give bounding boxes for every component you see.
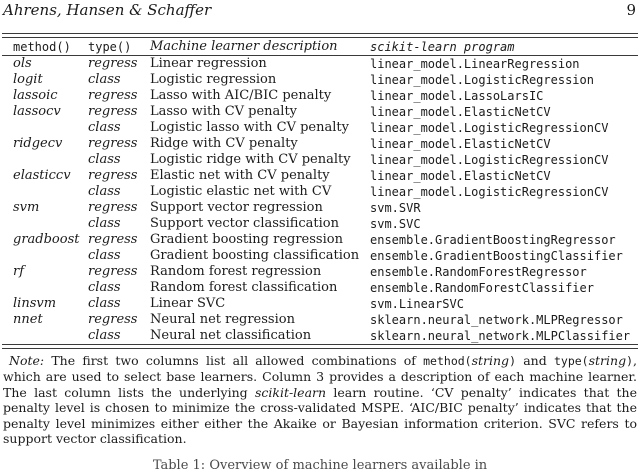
running-title: Ahrens, Hansen & Schaffer	[3, 1, 212, 19]
note-label: Note:	[9, 353, 45, 368]
prog-cell: svm.SVC	[370, 217, 421, 231]
method-cell: gradboost	[13, 232, 80, 247]
desc-cell: Ridge with CV penalty	[150, 136, 298, 151]
table-row	[2, 152, 638, 168]
type-cell: class	[88, 280, 121, 295]
header-method: method()	[13, 39, 71, 54]
type-cell: class	[88, 120, 121, 135]
desc-cell: Elastic net with CV penalty	[150, 168, 330, 183]
method-cell: ridgecv	[13, 136, 63, 151]
desc-cell: Linear SVC	[150, 296, 226, 311]
table-row	[2, 248, 638, 264]
type-cell: class	[88, 152, 121, 167]
type-cell: regress	[88, 200, 138, 215]
desc-cell: Logistic lasso with CV penalty	[150, 120, 349, 135]
method-cell: lassoic	[13, 88, 58, 103]
prog-cell: linear_model.LogisticRegressionCV	[370, 153, 609, 167]
header-program: scikit-learn program	[370, 39, 515, 54]
table-row	[2, 296, 638, 312]
table-row	[2, 120, 638, 136]
note-code-type: type(	[553, 354, 589, 368]
table-body	[2, 56, 638, 344]
table-row	[2, 56, 638, 72]
table-note	[3, 353, 637, 446]
desc-cell: Logistic ridge with CV penalty	[150, 152, 351, 167]
prog-cell: linear_model.LogisticRegressionCV	[370, 121, 609, 135]
table-row	[2, 136, 638, 152]
table-row	[2, 72, 638, 88]
prog-cell: linear_model.LogisticRegression	[370, 73, 594, 87]
method-cell: lassocv	[13, 104, 61, 119]
prog-cell: sklearn.neural_network.MLPRegressor	[370, 313, 623, 327]
table-row	[2, 216, 638, 232]
prog-cell: linear_model.ElasticNetCV	[370, 105, 551, 119]
note-code-close: )	[626, 354, 634, 368]
desc-cell: Random forest regression	[150, 264, 322, 279]
desc-cell: Neural net regression	[150, 312, 295, 327]
desc-cell: Support vector regression	[150, 200, 323, 215]
table-row	[2, 88, 638, 104]
prog-cell: ensemble.RandomForestRegressor	[370, 265, 587, 279]
type-cell: regress	[88, 312, 138, 327]
type-cell: regress	[88, 168, 138, 183]
type-cell: class	[88, 184, 121, 199]
table-row	[2, 184, 638, 200]
note-code-close: )	[509, 354, 516, 368]
prog-cell: svm.SVR	[370, 201, 421, 215]
table-row	[2, 232, 638, 248]
type-cell: regress	[88, 136, 138, 151]
desc-cell: Random forest classification	[150, 280, 338, 295]
table-row	[2, 328, 638, 344]
note-arg-string: string	[471, 353, 510, 368]
method-cell: logit	[13, 72, 43, 87]
prog-cell: linear_model.LassoLarsIC	[370, 89, 544, 103]
prog-cell: linear_model.LinearRegression	[370, 57, 580, 71]
note-text: , which are used to select base learners. Column 3 provides a description of each machine learner. The last column lists the underlying	[3, 353, 637, 400]
desc-cell: Support vector classification	[150, 216, 340, 231]
prog-cell: ensemble.RandomForestClassifier	[370, 281, 594, 295]
method-cell: linsvm	[13, 296, 57, 311]
method-cell: svm	[13, 200, 40, 215]
note-text: The first two columns list all allowed combinations of	[44, 353, 424, 368]
page-header	[3, 1, 636, 19]
table-row	[2, 200, 638, 216]
method-cell: elasticcv	[13, 168, 71, 183]
type-cell: class	[88, 328, 121, 343]
page-number: 9	[626, 1, 636, 19]
note-scikit-learn: scikit-learn	[254, 384, 327, 400]
desc-cell: Gradient boosting classification	[150, 248, 360, 263]
type-cell: regress	[88, 56, 138, 71]
note-text: and	[516, 353, 554, 368]
header-type: type()	[88, 39, 132, 54]
note-text: learn routine. ‘CV penalty’ indicates that the penalty level is chosen to minimize the cross-validated MSPE. ‘AIC/BIC penalty’ indicates that the penalty level minimizes either either the Akaike or Bayesian information criterion. SVC refers to support vector classification.	[3, 384, 638, 447]
method-cell: ols	[13, 56, 32, 71]
type-cell: class	[88, 248, 121, 263]
desc-cell: Logistic regression	[150, 72, 277, 87]
note-code-method: method(	[423, 354, 472, 368]
table-row	[2, 280, 638, 296]
table-row	[2, 104, 638, 120]
table-caption: Table 1: Overview of machine learners available in	[152, 458, 488, 473]
note-arg-string: string	[588, 353, 627, 368]
type-cell: regress	[88, 232, 138, 247]
type-cell: class	[88, 216, 121, 231]
table-row	[2, 312, 638, 328]
type-cell: regress	[88, 88, 138, 103]
prog-cell: ensemble.GradientBoostingRegressor	[370, 233, 616, 247]
type-cell: regress	[88, 104, 138, 119]
type-cell: class	[88, 72, 121, 87]
prog-cell: linear_model.LogisticRegressionCV	[370, 185, 609, 199]
desc-cell: Neural net classification	[150, 328, 312, 343]
method-cell: rf	[13, 264, 25, 279]
desc-cell: Logistic elastic net with CV	[150, 184, 332, 199]
desc-cell: Gradient boosting regression	[150, 232, 343, 247]
method-cell: nnet	[13, 312, 43, 327]
prog-cell: ensemble.GradientBoostingClassifier	[370, 249, 623, 263]
prog-cell: linear_model.ElasticNetCV	[370, 137, 551, 151]
table-row	[2, 264, 638, 280]
type-cell: regress	[88, 264, 138, 279]
table-bottom-rule	[2, 344, 638, 349]
desc-cell: Lasso with CV penalty	[150, 104, 298, 119]
learners-table	[2, 33, 638, 349]
desc-cell: Lasso with AIC/BIC penalty	[150, 88, 332, 103]
prog-cell: svm.LinearSVC	[370, 297, 464, 311]
header-description: Machine learner description	[150, 39, 338, 54]
table-row	[2, 168, 638, 184]
table-header-row	[2, 38, 638, 55]
desc-cell: Linear regression	[150, 56, 267, 71]
prog-cell: sklearn.neural_network.MLPClassifier	[370, 329, 631, 343]
type-cell: class	[88, 296, 121, 311]
prog-cell: linear_model.ElasticNetCV	[370, 169, 551, 183]
